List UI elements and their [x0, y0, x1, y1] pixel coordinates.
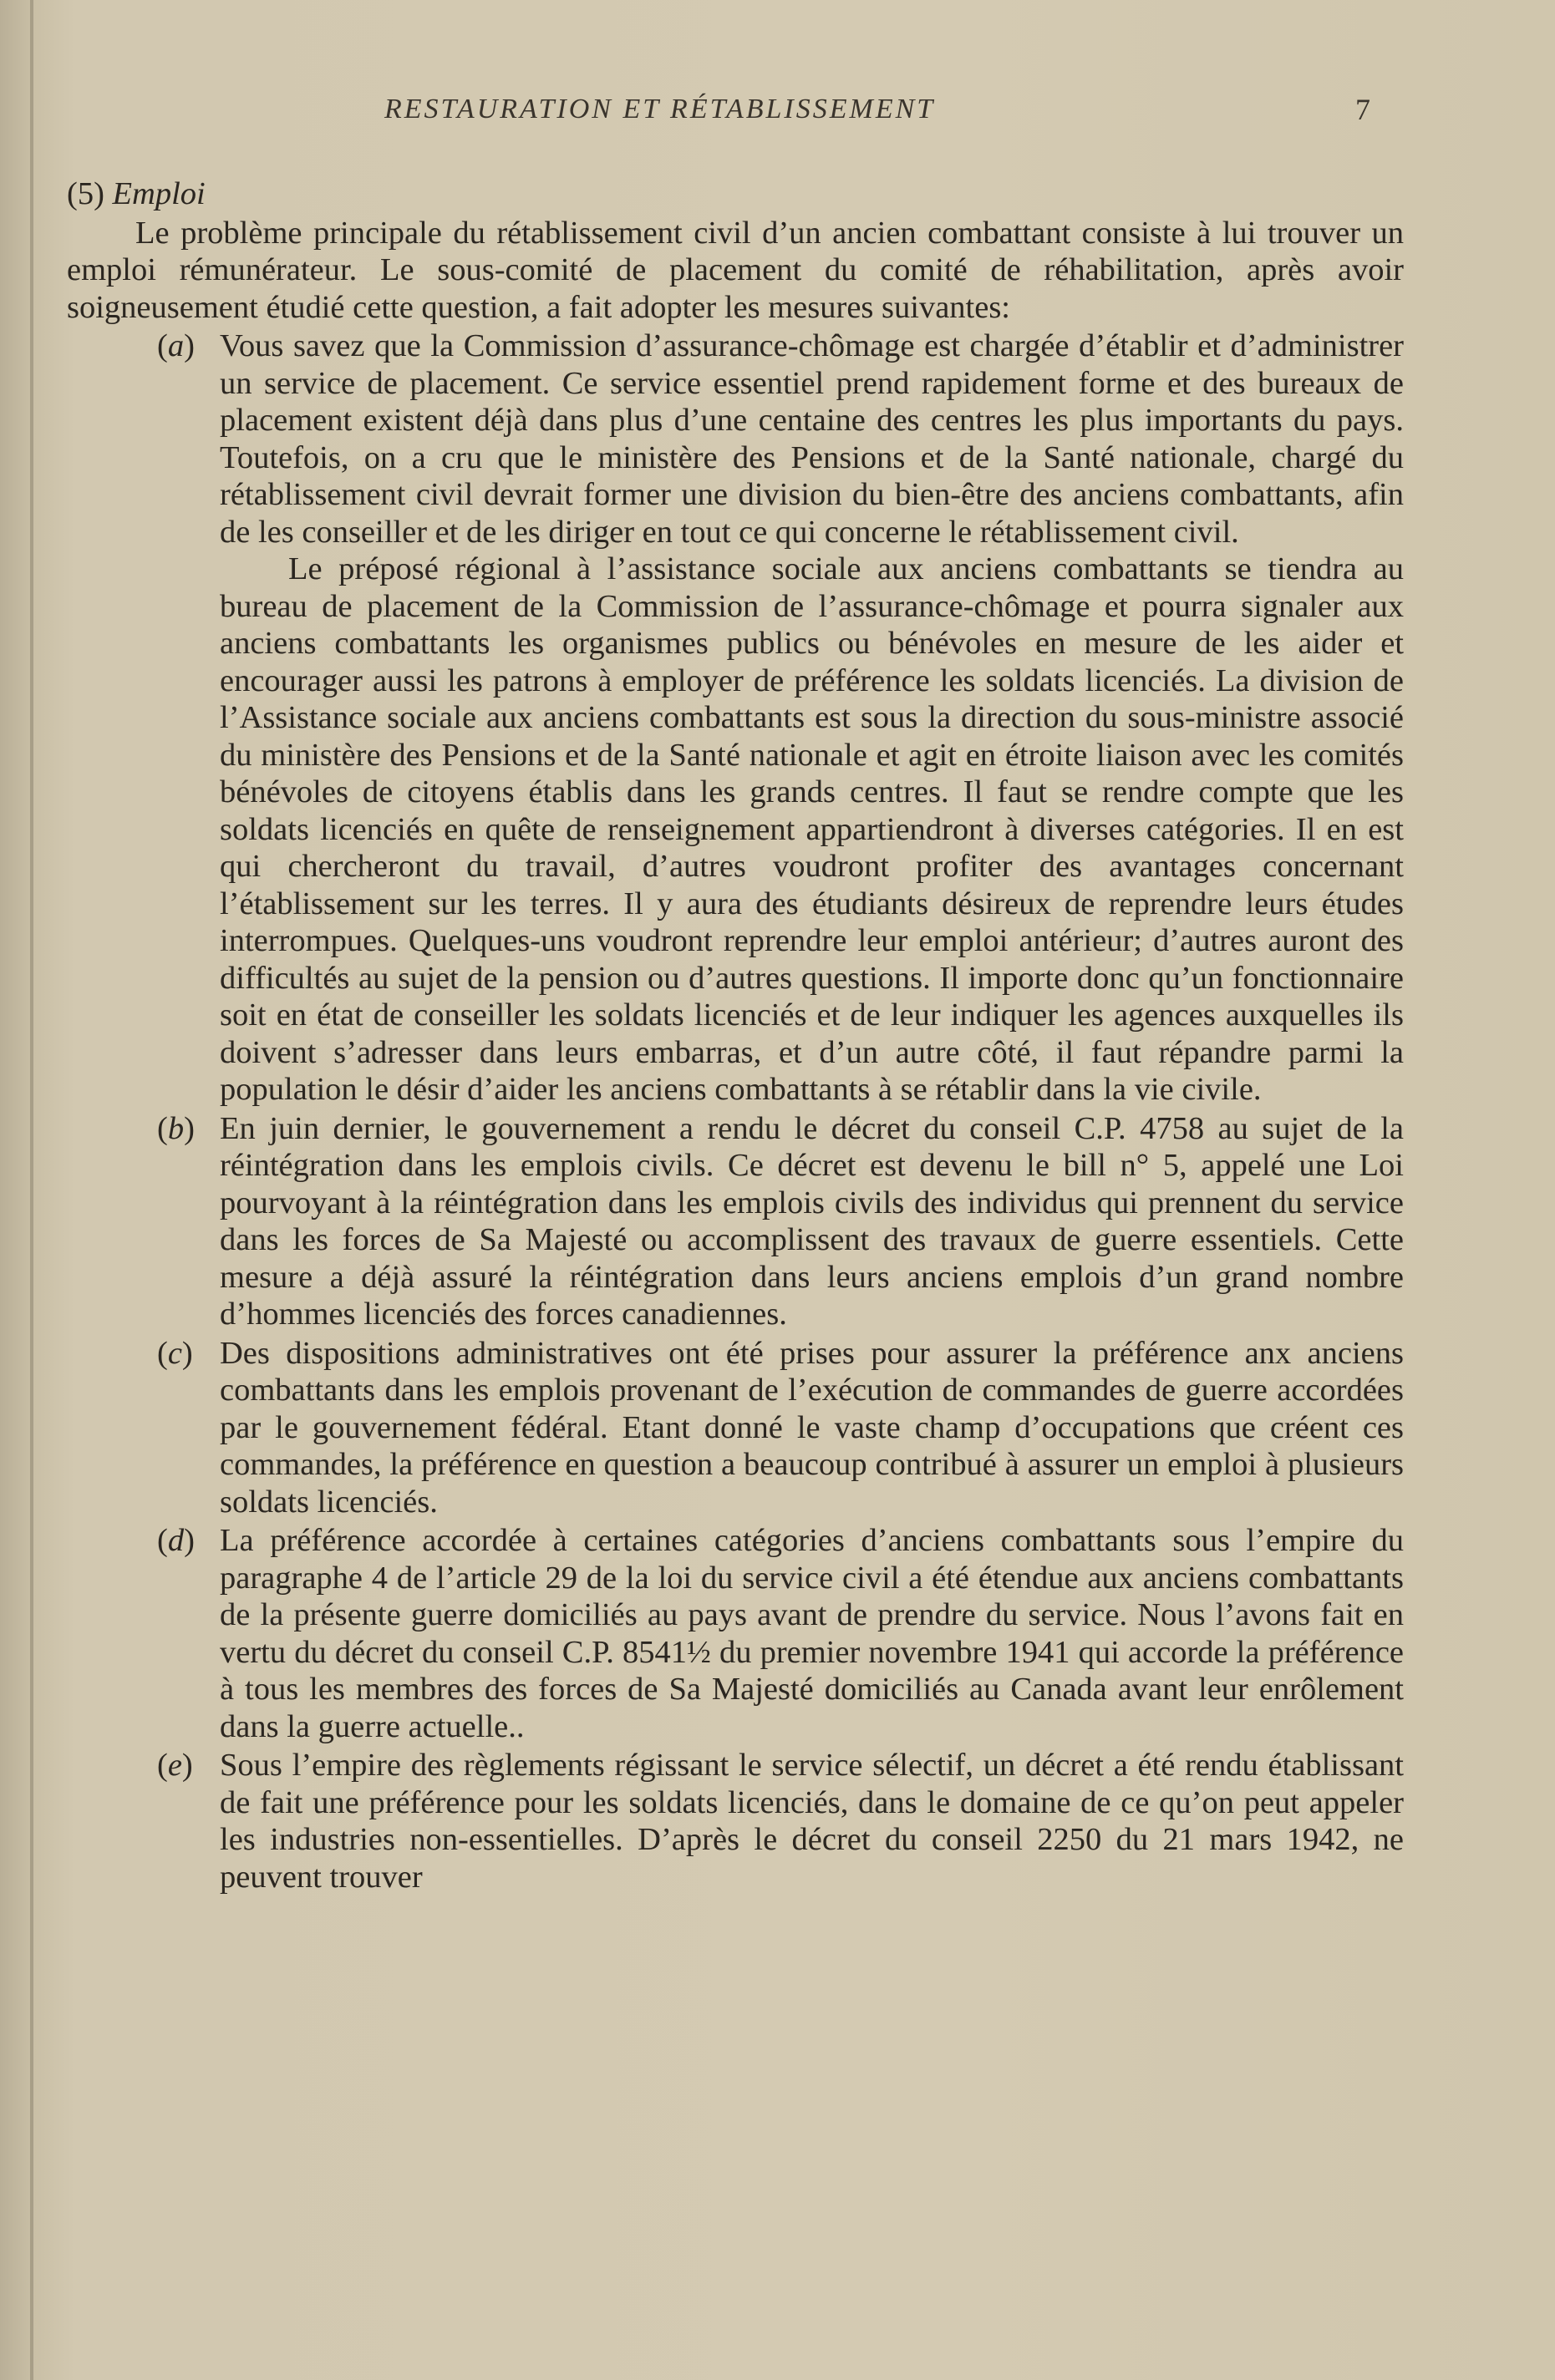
list-item-c [67, 1335, 1404, 1521]
section-number: (5) [67, 176, 104, 211]
item-label: (e) [157, 1748, 193, 1783]
item-label: (d) [157, 1523, 195, 1558]
item-d-paragraph: La préférence accordée à certaines catégories d’anciens combattants sous l’empire du paragraphe 4 de l’article 29 de la loi du service civil a été étendue aux anciens combattants de la présente guerre domiciliés au pays avant de prendre du service. Nous l’avons fait en vertu du décret du conseil C.P. 8541½ du premier novembre 1941 qui accorde la préférence à tous les membres des forces de Sa Majesté domiciliés au Canada avant leur enrôlement dans la guerre actuelle.. [220, 1523, 1404, 1744]
item-b-paragraph: En juin dernier, le gouvernement a rendu le décret du conseil C.P. 4758 au sujet de la réintégration dans les emplois civils. Ce décret est devenu le bill n° 5, appelé une Loi pourvoyant à la réintégration dans les emplois civils des individus qui prennent du service dans les forces de Sa Majesté ou accomplissent des travaux de guerre essentiels. Cette mesure a déjà assuré la réintégration dans leurs anciens emplois d’un grand nombre d’hommes licenciés des forces canadiennes. [220, 1110, 1404, 1332]
binding-edge [30, 0, 33, 2380]
item-c-paragraph: Des dispositions administratives ont été prises pour assurer la préférence anx anciens combattants dans les emplois provenant de l’exécution de commandes de guerre accordées par le gouvernement fédéral. Etant donné le vaste champ d’occupations que créent ces commandes, la préférence en question a beaucoup contribué à assurer un emploi à plusieurs soldats licenciés. [220, 1335, 1404, 1520]
page-number: 7 [1355, 93, 1370, 126]
section-heading [67, 175, 1404, 213]
intro-paragraph: Le problème principale du rétablissement civil d’un ancien combattant consiste à lui trouver un emploi rémunérateur. Le sous-comité de placement du comité de réhabilitation, après avoir soigneusement étudié cette question, a fait adopter les mesures suivantes: [67, 215, 1404, 325]
list-item-d [67, 1522, 1404, 1745]
main-text [67, 175, 1404, 1895]
list-item-b [67, 1110, 1404, 1333]
section-title: Emploi [112, 176, 206, 211]
item-a-paragraph-1: Vous savez que la Commission d’assurance-chômage est chargée d’établir et d’administrer un service de placement. Ce service essentiel prend rapidement forme et des bureaux de placement existent déjà dans plus d’une centaine des centres les plus importants du pays. Toutefois, on a cru que le ministère des Pensions et de la Santé nationale, chargé du rétablissement civil devrait former une division du bien-être des anciens combattants, afin de les conseiller et de les diriger en tout ce qui concerne le rétablissement civil. [220, 328, 1404, 550]
item-a-paragraph-2: Le préposé régional à l’assistance sociale aux anciens combattants se tiendra au bureau de placement de la Commission de l’assurance-chômage et pourra signaler aux anciens combattants les organismes publics ou bénévoles en mesure de les aider et encourager aussi les patrons à employer de préférence les soldats licenciés. La division de l’Assistance sociale aux anciens combattants est sous la direction du sous-ministre associé du ministère des Pensions et de la Santé nationale et agit en étroite liaison avec les comités bénévoles de citoyens établis dans les grands centres. Il faut se rendre compte que les soldats licenciés en quête de renseignement appartiendront à diverses catégories. Il en est qui chercheront du travail, d’autres voudront profiter des avantages concernant l’établissement sur les terres. Il y aura des étudiants désireux de reprendre leurs études interrompues. Quelques-uns voudront reprendre leur emploi antérieur; d’autres auront des difficultés au sujet de la pension ou d’autres questions. Il importe donc qu’un fonctionnaire soit en état de conseiller les soldats licenciés et de leur indiquer les agences auxquelles ils doivent s’adresser dans leurs embarras, et d’un autre côté, il faut répandre parmi la population le désir d’aider les anciens combattants à se rétablir dans la vie civile. [220, 551, 1404, 1107]
running-header: RESTAURATION ET RÉTABLISSEMENT [384, 94, 936, 124]
item-label: (b) [157, 1110, 195, 1146]
item-label: (c) [157, 1335, 193, 1371]
item-e-paragraph: Sous l’empire des règlements régissant le service sélectif, un décret a été rendu établissant de fait une préférence pour les soldats licenciés, dans le domaine de ce qu’on peut appeler les industries non-essentielles. D’après le décret du conseil 2250 du 21 mars 1942, ne peuvent trouver [220, 1748, 1404, 1895]
item-label: (a) [157, 328, 195, 363]
list-item-e [67, 1747, 1404, 1895]
list-item-a [67, 327, 1404, 1109]
